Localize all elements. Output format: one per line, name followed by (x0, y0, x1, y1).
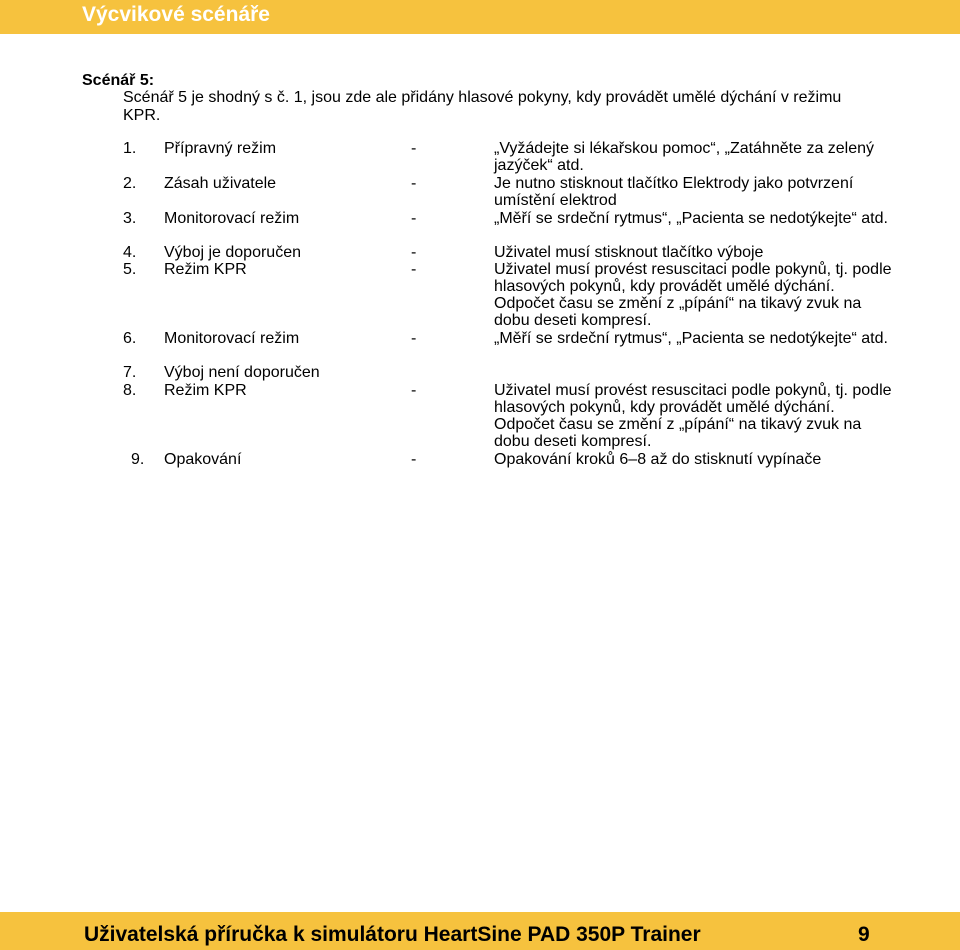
step-number: 5. (123, 261, 137, 278)
page-number: 9 (858, 923, 870, 946)
step-number: 8. (123, 382, 137, 399)
step-description: Uživatel musí provést resuscitaci podle pokynů, tj. podle hlasových pokynů, kdy provádět umělé dýchání. Odpočet času se změní z „pípání“ na tikavý zvuk na dobu deseti kompresí. (494, 261, 892, 329)
step-number: 2. (123, 175, 137, 192)
step-description: „Měří se srdeční rytmus“, „Pacienta se nedotýkejte“ atd. (494, 210, 888, 227)
step-name: Opakování (164, 451, 242, 468)
step-separator: - (411, 210, 417, 227)
step-name: Monitorovací režim (164, 330, 300, 347)
step-number: 4. (123, 244, 137, 261)
step-number: 3. (123, 210, 137, 227)
step-name: Režim KPR (164, 261, 247, 278)
scenario-heading: Scénář 5: (82, 72, 155, 89)
step-name: Režim KPR (164, 382, 247, 399)
step-separator: - (411, 175, 417, 192)
step-name: Zásah uživatele (164, 175, 277, 192)
step-separator: - (411, 261, 417, 278)
step-description: Je nutno stisknout tlačítko Elektrody jako potvrzení umístění elektrod (494, 175, 854, 209)
step-name: Výboj není doporučen (164, 364, 320, 381)
step-description: Uživatel musí stisknout tlačítko výboje (494, 244, 764, 261)
scenario-intro: Scénář 5 je shodný s č. 1, jsou zde ale přidány hlasové pokyny, kdy provádět umělé dýchání v režimu KPR. (123, 89, 842, 124)
step-separator: - (411, 330, 417, 347)
step-description: Uživatel musí provést resuscitaci podle pokynů, tj. podle hlasových pokynů, kdy provádět umělé dýchání. Odpočet času se změní z „pípání“ na tikavý zvuk na dobu deseti kompresí. (494, 382, 892, 450)
footer-title: Uživatelská příručka k simulátoru HeartSine PAD 350P Trainer (84, 923, 701, 946)
step-name: Výboj je doporučen (164, 244, 301, 261)
step-name: Monitorovací režim (164, 210, 300, 227)
step-separator: - (411, 244, 417, 261)
step-description: „Vyžádejte si lékařskou pomoc“, „Zatáhněte za zelený jazýček“ atd. (494, 140, 875, 174)
step-number: 9. (131, 451, 145, 468)
step-number: 7. (123, 364, 137, 381)
step-separator: - (411, 140, 417, 157)
step-number: 1. (123, 140, 137, 157)
page-footer (0, 912, 960, 950)
step-description: „Měří se srdeční rytmus“, „Pacienta se nedotýkejte“ atd. (494, 330, 888, 347)
step-number: 6. (123, 330, 137, 347)
step-name: Přípravný režim (164, 140, 277, 157)
step-separator: - (411, 451, 417, 468)
step-separator: - (411, 382, 417, 399)
section-title: Výcvikové scénáře (82, 3, 270, 26)
step-description: Opakování kroků 6–8 až do stisknutí vypínače (494, 451, 822, 468)
